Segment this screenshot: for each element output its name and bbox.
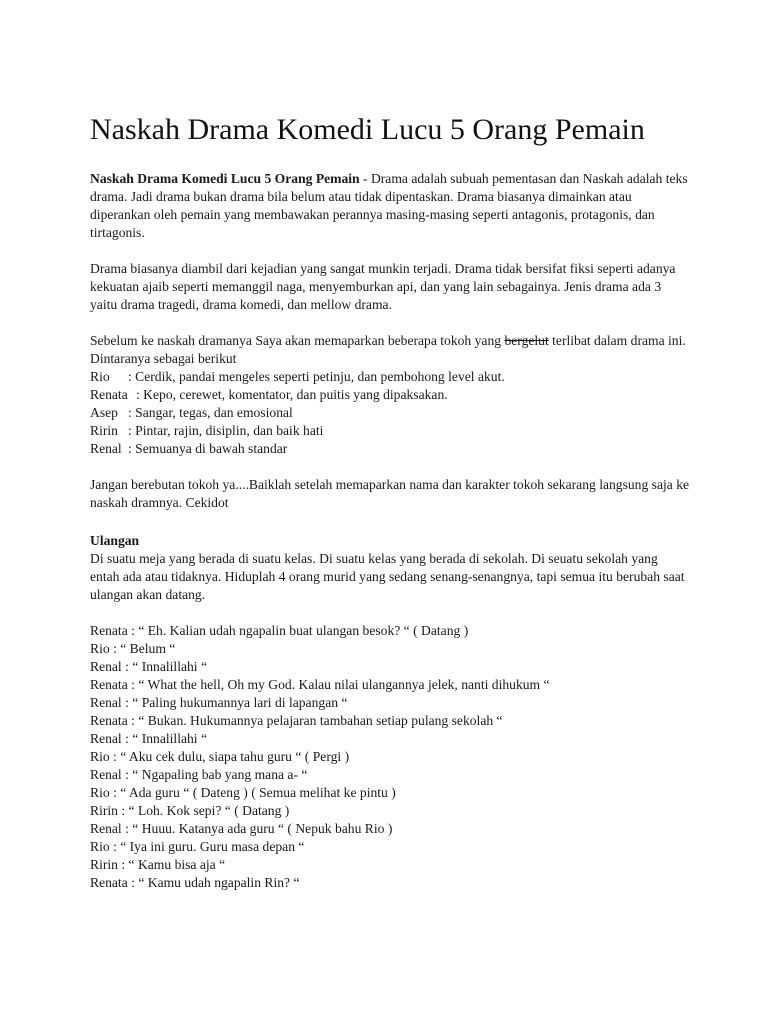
dialogue-line: Renata : “ Bukan. Hukumannya pelajaran tambahan setiap pulang sekolah “ [90,713,503,728]
character-row [90,422,690,440]
dialogue-line: Rio : “ Iya ini guru. Guru masa depan “ [90,839,305,854]
intro-text: - Drama adalah subuah pementasan dan Naskah adalah teks drama. Jadi drama bukan drama bila belum atau tidak dipentaskan. Drama biasanya dimainkan atau diperankan oleh pemain yang membawakan perannya masing-masing seperti antagonis, protagonis, dan tirtagonis. [90,171,688,240]
paragraph-characters-intro [90,332,690,368]
dialogue-line: Renal : “ Ngapaling bab yang mana a- “ [90,767,308,782]
character-desc: : Cerdik, pandai mengeles seperti petinju, dan pembohong level akut. [128,369,505,384]
dialogue-line: Renal : “ Innalillahi “ [90,731,208,746]
character-list [90,368,690,458]
dialogue-line: Ririn : “ Loh. Kok sepi? “ ( Datang ) [90,803,290,818]
section-heading: Ulangan [90,533,140,548]
dialogue-line: Renal : “ Paling hukumannya lari di lapangan “ [90,695,348,710]
characters-intro-before: Sebelum ke naskah dramanya Saya akan memaparkan beberapa tokoh yang [90,333,505,348]
document-title: Naskah Drama Komedi Lucu 5 Orang Pemain [90,113,645,146]
dialogue-line: Renata : “ What the hell, Oh my God. Kalau nilai ulangannya jelek, nanti dihukum “ [90,677,550,692]
character-name: Rio [90,369,110,384]
character-desc: : Pintar, rajin, disiplin, dan baik hati [128,423,324,438]
character-row [90,440,690,458]
dialogue-line: Renal : “ Innalillahi “ [90,659,208,674]
character-row [90,404,690,422]
dialogue-line: Renata : “ Kamu udah ngapalin Rin? “ [90,875,300,890]
dialogue-line: Renata : “ Eh. Kalian udah ngapalin buat ulangan besok? “ ( Datang ) [90,623,469,638]
paragraph-transition: Jangan berebutan tokoh ya....Baiklah setelah memaparkan nama dan karakter tokoh sekarang langsung saja ke naskah dramnya. Cekidot [90,477,690,510]
character-row [90,368,690,386]
dialogue [90,622,690,892]
dialogue-line: Renal : “ Huuu. Katanya ada guru “ ( Nepuk bahu Rio ) [90,821,393,836]
character-desc: : Sangar, tegas, dan emosional [128,405,293,420]
document-page [90,112,690,892]
character-desc: : Semuanya di bawah standar [128,441,288,456]
character-name: Renata [90,387,128,402]
dialogue-line: Ririn : “ Kamu bisa aja “ [90,857,226,872]
intro-paragraph [90,170,690,242]
struck-word: bergelut [504,333,549,348]
characters-intro-after: terlibat dalam drama ini. Dintaranya sebagai berikut [90,333,686,366]
character-row [90,386,690,404]
dialogue-line: Rio : “ Aku cek dulu, siapa tahu guru “ ( Pergi ) [90,749,350,764]
character-desc: : Kepo, cerewet, komentator, dan puitis yang dipaksakan. [136,387,448,402]
character-name: Renal [90,441,122,456]
character-name: Ririn [90,423,118,438]
dialogue-line: Rio : “ Belum “ [90,641,176,656]
intro-bold-lead: Naskah Drama Komedi Lucu 5 Orang Pemain [90,171,360,186]
paragraph-drama-types: Drama biasanya diambil dari kejadian yang sangat munkin terjadi. Drama tidak bersifat fiksi seperti adanya kekuatan ajaib seperti memanggil naga, menyemburkan api, dan yang lain sebagainya. Jenis drama ada 3 yaitu drama tragedi, drama komedi, dan mellow drama. [90,261,676,312]
dialogue-line: Rio : “ Ada guru “ ( Dateng ) ( Semua melihat ke pintu ) [90,785,396,800]
document-body [90,170,690,892]
character-name: Asep [90,405,118,420]
section-setting: Di suatu meja yang berada di suatu kelas. Di suatu kelas yang berada di sekolah. Di seuatu sekolah yang entah ada atau tidaknya. Hiduplah 4 orang murid yang sedang senang-senangnya, tapi semua itu berubah saat ulangan akan datang. [90,551,685,602]
